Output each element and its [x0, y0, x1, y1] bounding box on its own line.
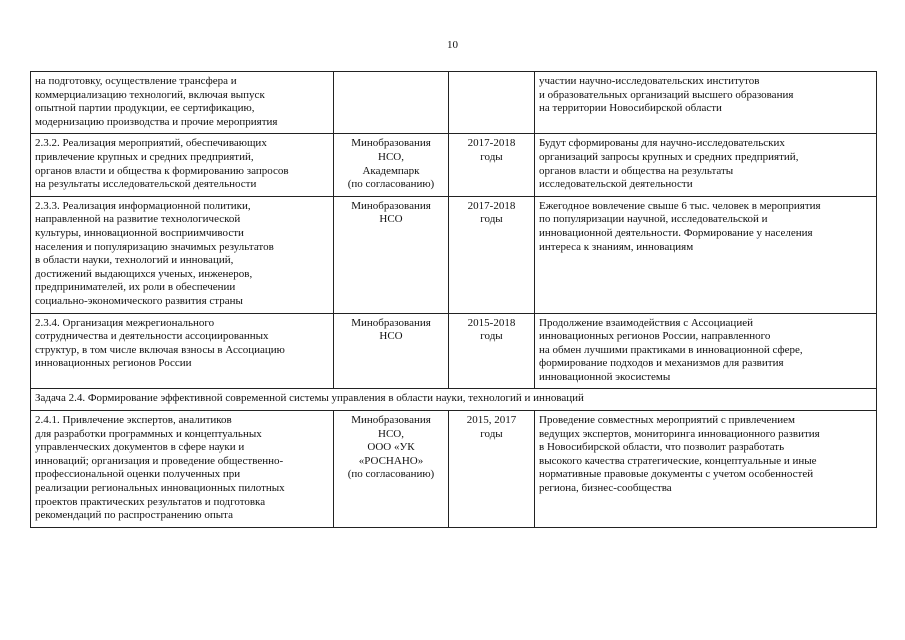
period-cell: [449, 411, 535, 528]
period-cell-line: годы: [480, 330, 503, 343]
executor-cell-line: НСО,: [378, 427, 404, 440]
measure-cell-line: 2.4.1. Привлечение экспертов, аналитиков: [35, 414, 232, 427]
result-cell-line: Ежегодное вовлечение свыше 6 тыс. человек в мероприятия: [539, 199, 821, 212]
measure-cell-line: на подготовку, осуществление трансфера и: [35, 75, 237, 87]
period-cell-line: годы: [480, 213, 503, 226]
executor-cell-line: НСО,: [378, 150, 404, 163]
measure-cell-line: профессиональной оценки полученных при: [35, 468, 241, 481]
table-row: [31, 411, 877, 528]
measure-cell-line: управленческих документов в сфере науки и: [35, 441, 245, 454]
measure-cell-line: направленной на развитие технологической: [35, 213, 241, 226]
measure-cell-line: населения и популяризацию значимых результатов: [35, 240, 274, 253]
result-cell-line: Проведение совместных мероприятий с привлечением: [539, 414, 796, 427]
result-cell-line: участии научно-исследовательских институтов: [539, 75, 760, 87]
executor-cell: [334, 134, 449, 196]
result-cell-line: формирование подходов и механизмов для развития: [539, 357, 784, 370]
measure-cell-line: в области науки, технологий и инноваций,: [35, 254, 234, 267]
measure-cell-line: структур, в том числе включая взносы в Ассоциацию: [35, 343, 285, 356]
measure-cell-line: инновационных регионов России: [35, 357, 192, 370]
result-cell: [535, 313, 877, 389]
measure-cell-line: для разработки программных и концептуальных: [35, 427, 262, 440]
result-cell-line: на территории Новосибирской области: [539, 102, 722, 115]
page-number: 10: [447, 39, 458, 51]
result-cell-line: органов власти и общества на результаты: [539, 164, 734, 177]
table-row: [31, 196, 877, 313]
measure-cell: [31, 411, 334, 528]
plan-table: [30, 71, 877, 528]
result-cell-line: инновационной экосистемы: [539, 370, 671, 383]
measure-cell: [31, 72, 334, 134]
result-cell-line: Будут сформированы для научно-исследовательских: [539, 137, 785, 150]
executor-cell-line: (по согласованию): [347, 468, 435, 481]
period-cell-line: 2015, 2017: [466, 414, 517, 427]
result-cell: [535, 72, 877, 134]
executor-cell-line: Минобразования: [351, 199, 431, 212]
measure-cell-line: реализации региональных инновационных пилотных: [35, 482, 285, 495]
result-cell-line: ведущих экспертов, мониторинга инновационного развития: [539, 427, 820, 440]
period-cell-line: годы: [480, 427, 503, 440]
measure-cell-line: проектов практических результатов и подготовка: [35, 495, 266, 508]
measure-cell-line: культуры, инновационной восприимчивости: [35, 226, 244, 239]
task-row: [31, 389, 877, 411]
measure-cell: [31, 313, 334, 389]
result-cell-line: региона, бизнес-сообщества: [539, 482, 672, 495]
executor-cell: [334, 196, 449, 313]
measure-cell-line: опытной партии продукции, ее сертификацию,: [35, 102, 255, 115]
executor-cell-line: Академпарк: [362, 164, 420, 177]
table-row: [31, 134, 877, 196]
measure-cell-line: достижений выдающихся ученых, инженеров,: [35, 267, 253, 280]
executor-cell-line: НСО: [379, 213, 403, 226]
executor-cell-line: НСО: [379, 330, 403, 343]
result-cell-line: и образовательных организаций высшего образования: [539, 88, 794, 101]
result-cell-line: инновационных регионов России, направленного: [539, 330, 771, 343]
executor-cell-line: Минобразования: [351, 316, 431, 329]
table-row: [31, 313, 877, 389]
measure-cell: [31, 134, 334, 196]
executor-cell: [334, 313, 449, 389]
period-cell: [449, 72, 535, 134]
result-cell-line: высокого качества стратегические, концептуальные и иные: [539, 454, 817, 467]
period-cell: [449, 134, 535, 196]
period-cell-line: 2015-2018: [467, 316, 516, 329]
executor-cell: [334, 411, 449, 528]
measure-cell-line: социально-экономического развития страны: [35, 294, 243, 307]
result-cell-line: по популяризации научной, исследовательской и: [539, 213, 768, 226]
executor-cell-line: (по согласованию): [347, 178, 435, 191]
period-cell-line: 2017-2018: [467, 199, 516, 212]
period-cell: [449, 196, 535, 313]
table-row: [31, 72, 877, 134]
result-cell-line: организаций запросы крупных и средних предприятий,: [539, 150, 799, 163]
period-cell-line: годы: [480, 150, 503, 163]
result-cell-line: инновационной деятельности. Формирование у населения: [539, 226, 813, 239]
measure-cell-line: коммерциализацию технологий, включая выпуск: [35, 88, 265, 101]
measure-cell-line: 2.3.3. Реализация информационной политики,: [35, 199, 251, 212]
result-cell-line: в Новосибирской области, что позволит разработать: [539, 441, 785, 454]
measure-cell-line: инноваций; организация и проведение общественно-: [35, 454, 284, 467]
executor-cell-line: «РОСНАНО»: [358, 454, 424, 467]
executor-cell-line: ООО «УК: [367, 441, 415, 454]
measure-cell-line: 2.3.2. Реализация мероприятий, обеспечивающих: [35, 137, 267, 150]
executor-cell: [334, 72, 449, 134]
plan-table-body: [31, 72, 877, 528]
result-cell: [535, 134, 877, 196]
task-heading: Задача 2.4. Формирование эффективной современной системы управления в области науки, технологий и инноваций: [31, 389, 877, 411]
measure-cell-line: модернизацию производства и прочие мероприятия: [35, 115, 278, 128]
executor-cell-line: Минобразования: [351, 137, 431, 150]
measure-cell-line: предпринимателей, их роли в обеспечении: [35, 281, 236, 294]
result-cell: [535, 196, 877, 313]
executor-cell-line: Минобразования: [351, 414, 431, 427]
measure-cell-line: 2.3.4. Организация межрегионального: [35, 316, 215, 329]
measure-cell-line: привлечение крупных и средних предприятий,: [35, 150, 254, 163]
measure-cell-line: на результаты исследовательской деятельности: [35, 178, 257, 191]
result-cell-line: нормативные правовые документы с учетом особенностей: [539, 468, 814, 481]
result-cell-line: на обмен лучшими практиками в инновационной сфере,: [539, 343, 803, 356]
result-cell-line: Продолжение взаимодействия с Ассоциацией: [539, 316, 753, 329]
result-cell-line: исследовательской деятельности: [539, 178, 693, 191]
period-cell-line: 2017-2018: [467, 137, 516, 150]
measure-cell: [31, 196, 334, 313]
result-cell-line: интереса к знаниям, инновациям: [539, 240, 694, 253]
period-cell: [449, 313, 535, 389]
result-cell: [535, 411, 877, 528]
measure-cell-line: органов власти и общества к формированию запросов: [35, 164, 289, 177]
measure-cell-line: рекомендаций по распространению опыта: [35, 509, 233, 522]
measure-cell-line: сотрудничества и деятельности ассоциированных: [35, 330, 269, 343]
